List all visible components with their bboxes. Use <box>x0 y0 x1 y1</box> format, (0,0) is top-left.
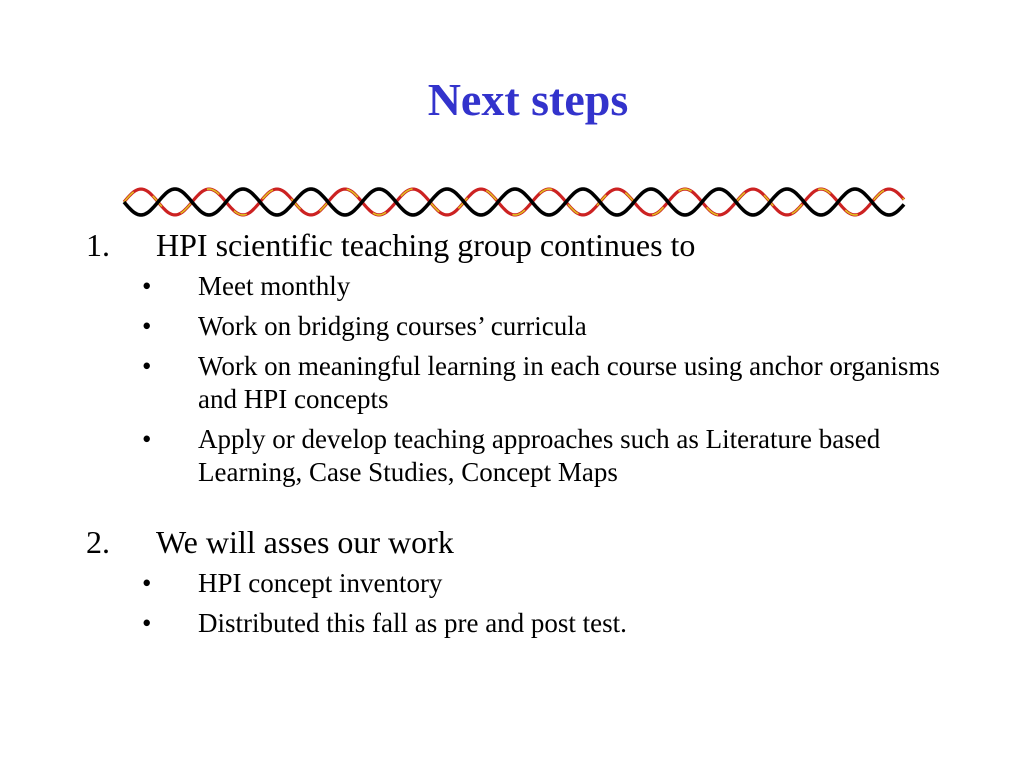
bullet-item <box>86 567 966 600</box>
numbered-item <box>86 226 966 264</box>
bullet-text: Work on meaningful learning in each course using anchor organisms and HPI concepts <box>198 351 940 414</box>
bullet-item <box>86 270 966 303</box>
helix-strand <box>124 189 904 215</box>
bullet-item <box>86 350 966 416</box>
helix-strand <box>124 189 904 215</box>
bullet-item <box>86 310 966 343</box>
bullet-text: Work on bridging courses’ curricula <box>198 311 587 341</box>
section-1 <box>86 226 966 489</box>
bullet-icon: • <box>142 608 152 638</box>
bullet-list <box>86 270 966 489</box>
bullet-text: Apply or develop teaching approaches such as Literature based Learning, Case Studies, Concept Maps <box>198 424 881 487</box>
bullet-text: HPI concept inventory <box>198 568 443 598</box>
item-number: 2. <box>86 524 110 560</box>
bullet-icon: • <box>142 424 152 454</box>
slide-title: Next steps <box>427 74 629 125</box>
bullet-icon: • <box>142 311 152 341</box>
bullet-list <box>86 567 966 640</box>
numbered-item <box>86 523 966 561</box>
item-heading: We will asses our work <box>156 524 454 560</box>
bullet-item <box>86 607 966 640</box>
item-number: 1. <box>86 227 110 263</box>
bullet-icon: • <box>142 351 152 381</box>
bullet-icon: • <box>142 568 152 598</box>
section-2 <box>86 523 966 640</box>
dna-helix-icon <box>120 182 910 222</box>
bullet-icon: • <box>142 271 152 301</box>
item-heading: HPI scientific teaching group continues to <box>156 227 696 263</box>
helix-strand <box>124 189 904 215</box>
bullet-text: Distributed this fall as pre and post test. <box>198 608 627 638</box>
bullet-text: Meet monthly <box>198 271 351 301</box>
bullet-item <box>86 423 966 489</box>
slide-content <box>86 226 966 647</box>
